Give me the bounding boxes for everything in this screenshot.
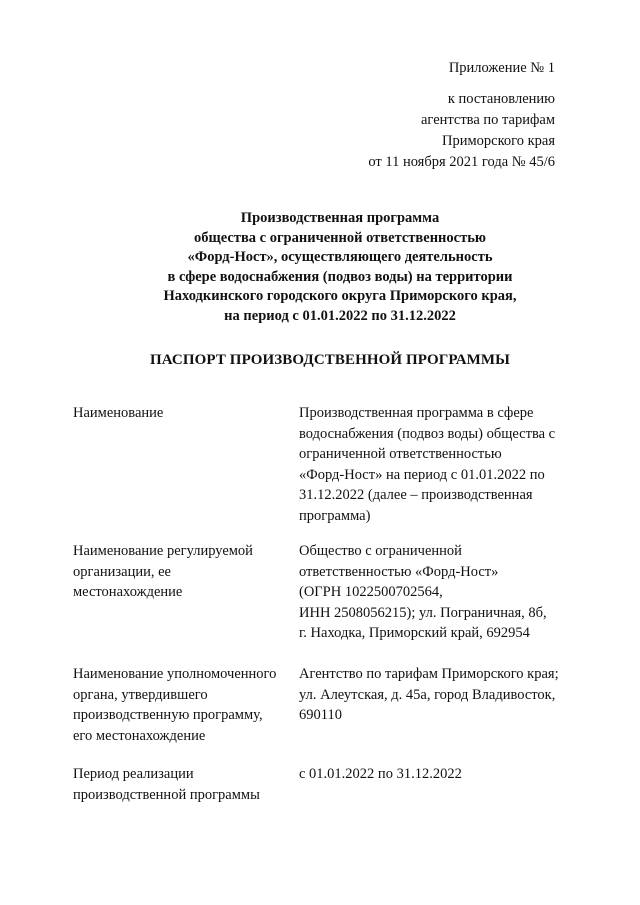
appendix-line: Приморского края [441,133,555,149]
row-value-line: г. Находка, Приморский край, 692954 [299,625,530,641]
row-value-line: ул. Алеутская, д. 45а, город Владивосток, [299,686,556,703]
row-label [73,664,283,746]
row-label-line: организации, ее [73,563,171,580]
row-value [299,403,579,526]
row-label [73,764,283,805]
row-value-line: ответственностью «Форд-Ност» [299,563,499,580]
row-value-line: Производственная программа в сфере [299,405,534,421]
row-label-line: производственную программу, [73,707,263,723]
row-value-line: (ОГРН 1022500702564, [299,584,443,600]
row-value-line: 690110 [299,707,342,723]
program-title-line: в сфере водоснабжения (подвоз воды) на территории [167,268,513,285]
row-value-line: Агентство по тарифам Приморского края; [299,666,559,682]
row-value-line: 31.12.2022 (далее – производственная [299,487,533,503]
row-label-line: производственной программы [73,786,260,803]
program-title-line: общества с ограниченной ответственностью [194,229,486,246]
appendix-line: от 11 ноября 2021 года № 45/6 [368,154,555,170]
row-label-line: Наименование уполномоченного [73,666,277,682]
program-title-line: «Форд-Ност», осуществляющего деятельность [187,249,493,265]
appendix-number: Приложение № 1 [448,60,555,76]
row-label-line: Наименование [73,405,164,421]
row-label-line: органа, утвердившего [73,686,208,703]
program-title-line: Находкинского городского округа Приморского края, [163,288,517,304]
appendix-line: к постановлению [447,91,555,107]
row-value [299,541,579,644]
row-value [299,764,579,785]
row-value-line: «Форд-Ност» на период с 01.01.2022 по [299,466,545,483]
row-value-line: ИНН 2508056215); ул. Пограничная, 8б, [299,604,547,621]
row-label-line: местонахождение [73,584,183,600]
row-label-line: его местонахождение [73,727,206,744]
row-value-line: водоснабжения (подвоз воды) общества с [299,425,556,442]
program-title-line: Производственная программа [240,210,440,226]
row-label [73,541,283,603]
row-label-line: Наименование регулируемой [73,543,253,559]
row-value-line: программа) [299,507,371,524]
row-value-line: с 01.01.2022 по 31.12.2022 [299,766,462,782]
row-label [73,403,283,424]
row-label-line: Период реализации [73,766,194,782]
appendix-line: агентства по тарифам [421,112,555,128]
row-value-line: Общество с ограниченной [299,543,462,559]
program-title-line: на период с 01.01.2022 по 31.12.2022 [224,307,456,324]
program-title [110,209,570,326]
row-value [299,664,579,726]
passport-heading: ПАСПОРТ ПРОИЗВОДСТВЕННОЙ ПРОГРАММЫ [149,352,510,368]
row-value-line: ограниченной ответственностью [299,446,502,462]
appendix-block [368,58,555,173]
